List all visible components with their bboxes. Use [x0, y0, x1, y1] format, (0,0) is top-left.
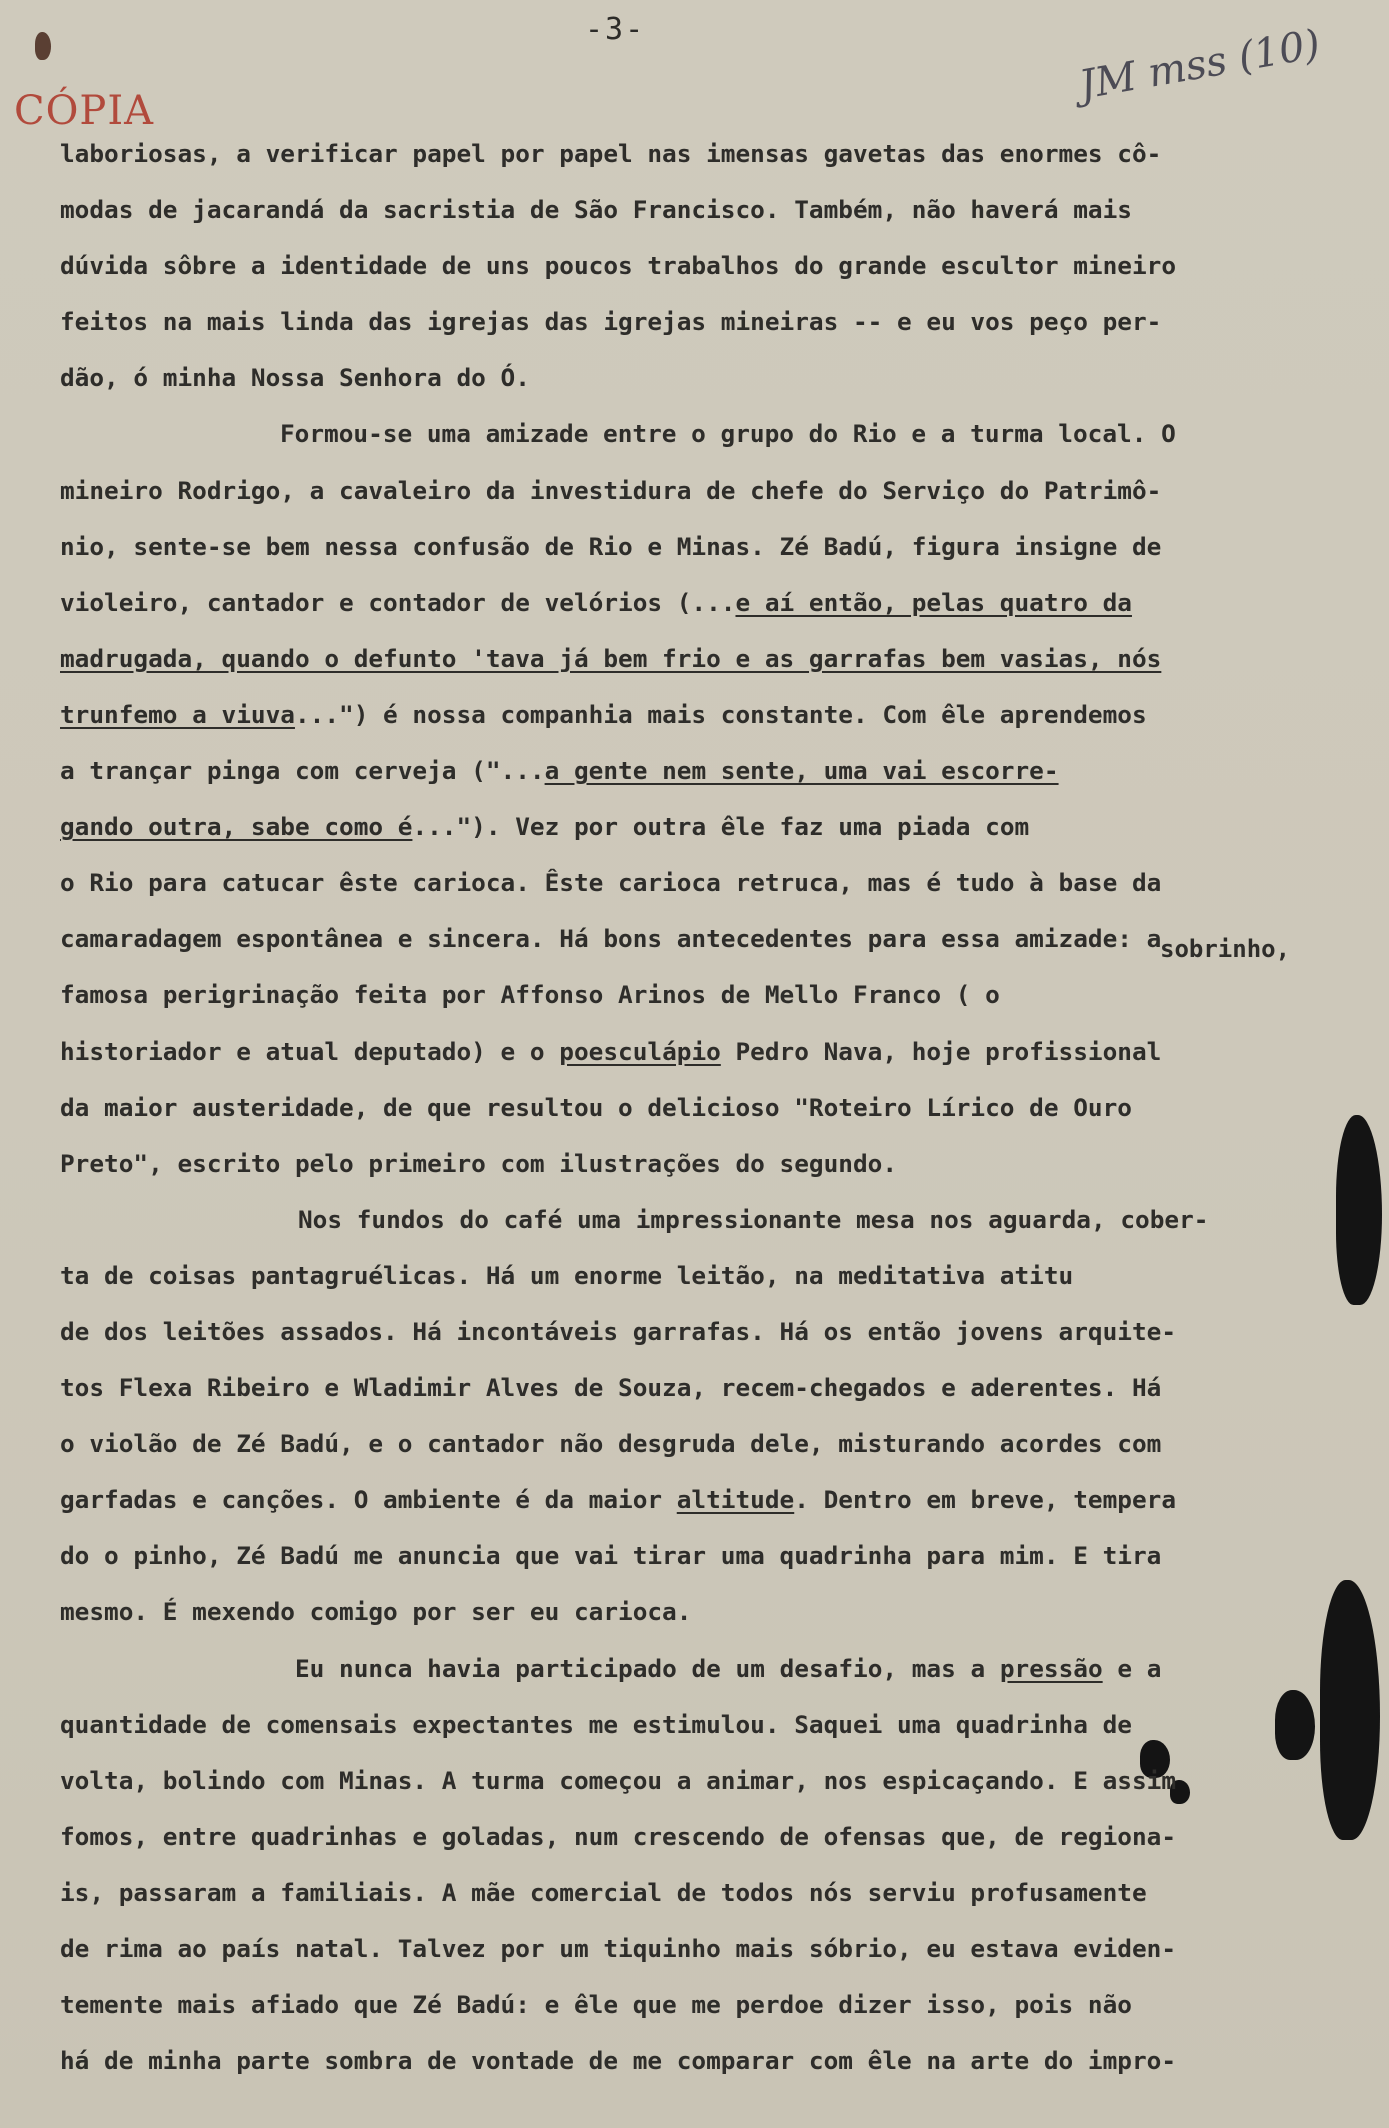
text-line: dão, ó minha Nossa Senhora do Ó.: [60, 363, 530, 393]
text-line: tos Flexa Ribeiro e Wladimir Alves de Souza, recem-chegados e aderentes. Há: [60, 1373, 1162, 1403]
text-segment: Eu nunca havia participado de um desafio, mas a: [295, 1653, 1000, 1683]
text-line: o violão de Zé Badú, e o cantador não desgruda dele, misturando acordes com: [60, 1429, 1162, 1459]
text-line: famosa perigrinação feita por Affonso Arinos de Mello Franco ( o: [60, 980, 1000, 1010]
text-segment: garfadas e canções. O ambiente é da maior: [60, 1485, 677, 1515]
text-line: is, passaram a familiais. A mãe comercial de todos nós serviu profusamente: [60, 1877, 1147, 1907]
text-segment: . Dentro em breve, tempera: [794, 1485, 1177, 1515]
text-line: do o pinho, Zé Badú me anuncia que vai tirar uma quadrinha para mim. E tira: [60, 1541, 1162, 1571]
text-line: quantidade de comensais expectantes me estimulou. Saquei uma quadrinha de: [60, 1709, 1132, 1739]
text-line: Formou-se uma amizade entre o grupo do Rio e a turma local. O: [280, 419, 1176, 449]
text-line: [60, 1024, 1350, 1080]
page-number: -3-: [585, 12, 646, 47]
underlined-segment: altitude: [676, 1485, 795, 1515]
text-line: [60, 575, 1350, 631]
text-segment: ...") é nossa companhia mais constante. Com êle aprendemos: [294, 699, 1147, 729]
text-line: ta de coisas pantagruélicas. Há um enorme leitão, na meditativa atitu: [60, 1260, 1074, 1290]
text-line: de dos leitões assados. Há incontáveis garrafas. Há os então jovens arquite-: [60, 1316, 1177, 1346]
text-segment: historiador e atual deputado) e o: [60, 1036, 560, 1066]
text-line: [60, 1472, 1350, 1528]
text-line: camaradagem espontânea e sincera. Há bons antecedentes para essa amizade: a: [60, 924, 1162, 954]
typed-body-text: [60, 126, 1350, 2089]
text-line: [60, 687, 1350, 743]
text-line: [60, 799, 1350, 855]
text-segment: a trançar pinga com cerveja ("...: [60, 756, 545, 786]
text-line: feitos na mais linda das igrejas das igrejas mineiras -- e eu vos peço per-: [60, 307, 1162, 337]
underlined-segment: pressão: [999, 1653, 1103, 1683]
text-segment: e a: [1102, 1653, 1162, 1683]
copia-stamp: CÓPIA: [14, 88, 154, 134]
text-line: fomos, entre quadrinhas e goladas, num crescendo de ofensas que, de regiona-: [60, 1821, 1177, 1851]
underlined-segment: poesculápio: [559, 1036, 721, 1066]
underlined-segment: a gente nem sente, uma vai escorre-: [544, 756, 1059, 786]
underlined-segment: e aí então, pelas quatro da: [735, 587, 1132, 617]
archive-mark-handwritten: JM mss (10): [1075, 21, 1324, 109]
text-line: volta, bolindo com Minas. A turma começou a animar, nos espicaçando. E assim: [60, 1765, 1177, 1795]
text-line: de rima ao país natal. Talvez por um tiquinho mais sóbrio, eu estava eviden-: [60, 1934, 1177, 1963]
text-line: nio, sente-se bem nessa confusão de Rio e Minas. Zé Badú, figura insigne de: [60, 531, 1162, 561]
text-line: mineiro Rodrigo, a cavaleiro da investidura de chefe do Serviço do Patrimô-: [60, 475, 1162, 505]
underlined-segment: madrugada, quando o defunto 'tava já bem frio e as garrafas bem vasias, nós: [60, 643, 1162, 673]
text-line: temente mais afiado que Zé Badú: e êle que me perdoe dizer isso, pois não: [60, 1990, 1132, 2020]
ink-stain: [35, 32, 51, 60]
underlined-segment: trunfemo a viuva: [60, 699, 295, 729]
text-line: modas de jacarandá da sacristia de São Francisco. Também, não haverá mais: [60, 195, 1132, 225]
text-line: dúvida sôbre a identidade de uns poucos trabalhos do grande escultor mineiro: [60, 251, 1177, 281]
text-segment: violeiro, cantador e contador de velórios (...: [60, 587, 736, 617]
text-line: da maior austeridade, de que resultou o delicioso "Roteiro Lírico de Ouro: [60, 1092, 1132, 1122]
text-line: há de minha parte sombra de vontade de me comparar com êle na arte do impro-: [60, 2046, 1177, 2076]
text-line: Preto", escrito pelo primeiro com ilustrações do segundo.: [60, 1148, 898, 1178]
text-line: laboriosas, a verificar papel por papel nas imensas gavetas das enormes cô-: [60, 139, 1162, 168]
text-segment: ..."). Vez por outra êle faz uma piada com: [412, 812, 1030, 842]
text-line: mesmo. É mexendo comigo por ser eu carioca.: [60, 1597, 692, 1627]
text-line: [60, 1641, 1350, 1697]
inline-correction-note: sobrinho,: [1160, 935, 1291, 963]
text-line: Nos fundos do café uma impressionante mesa nos aguarda, cober-: [298, 1204, 1209, 1234]
text-segment: Pedro Nava, hoje profissional: [720, 1036, 1162, 1066]
text-line: [60, 743, 1350, 799]
text-line: o Rio para catucar êste carioca. Êste carioca retruca, mas é tudo à base da: [60, 868, 1162, 898]
underlined-segment: gando outra, sabe como é: [60, 812, 413, 842]
text-line: [60, 631, 1350, 687]
